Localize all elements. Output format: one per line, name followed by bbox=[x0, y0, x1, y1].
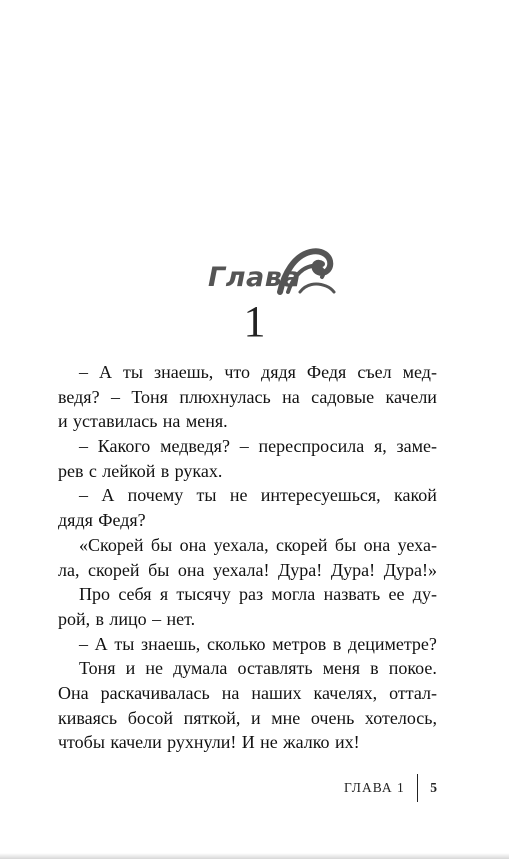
word: рухнули! bbox=[167, 732, 237, 753]
word: дядя bbox=[58, 510, 93, 531]
word: какой bbox=[393, 485, 437, 506]
word: оттал- bbox=[389, 682, 437, 703]
word: на bbox=[162, 411, 181, 432]
word: Дура! bbox=[330, 559, 376, 580]
word: качели bbox=[385, 386, 437, 407]
word: А bbox=[94, 633, 108, 654]
word: ведя? bbox=[58, 386, 100, 407]
word: – bbox=[239, 436, 249, 457]
word: бы bbox=[334, 534, 357, 555]
word: ла, bbox=[58, 559, 80, 580]
word: и bbox=[125, 658, 136, 679]
word: скорей bbox=[88, 559, 140, 580]
word: съел bbox=[357, 362, 392, 382]
word: Федя bbox=[306, 362, 347, 382]
word: ду- bbox=[412, 584, 437, 605]
word: бы bbox=[148, 559, 170, 580]
word: переспросила bbox=[258, 436, 365, 457]
text-line bbox=[58, 706, 437, 731]
text-line bbox=[58, 483, 437, 508]
word: с bbox=[88, 460, 97, 481]
text-line bbox=[58, 681, 437, 706]
word: мне bbox=[271, 707, 301, 728]
word: оставлять bbox=[237, 658, 313, 679]
word: уставилась bbox=[73, 411, 158, 432]
word: лейкой bbox=[102, 460, 156, 481]
text-line bbox=[58, 730, 437, 755]
word: «Скорей bbox=[79, 534, 144, 555]
chapter-body-text bbox=[58, 360, 437, 755]
word: думала bbox=[173, 658, 228, 679]
word: бы bbox=[150, 534, 173, 555]
word: лицо bbox=[109, 608, 147, 629]
chapter-number: 1 bbox=[243, 297, 266, 346]
word: плюхнулась bbox=[179, 386, 271, 407]
word: нет. bbox=[166, 608, 196, 629]
word: качелях, bbox=[313, 682, 378, 703]
word: знаешь, bbox=[140, 633, 201, 654]
word: я bbox=[159, 584, 169, 605]
word: Она bbox=[58, 682, 89, 703]
text-line bbox=[58, 409, 437, 434]
text-line bbox=[58, 459, 437, 484]
text-line bbox=[58, 558, 437, 583]
word: назвать bbox=[323, 584, 381, 605]
word: не bbox=[260, 732, 278, 753]
word: И bbox=[241, 732, 255, 753]
word: я, bbox=[373, 436, 387, 457]
text-line bbox=[58, 360, 437, 385]
text-line bbox=[58, 533, 437, 558]
word: она bbox=[177, 559, 205, 580]
word: на bbox=[282, 386, 300, 407]
word: ее bbox=[388, 584, 405, 605]
word: рой, bbox=[58, 608, 91, 629]
word: босой bbox=[127, 707, 173, 728]
word: она bbox=[179, 534, 207, 555]
word: тысячу bbox=[176, 584, 231, 605]
word: уеха- bbox=[397, 534, 437, 555]
word: чтобы bbox=[58, 732, 105, 753]
word: сколько bbox=[206, 633, 266, 654]
word: раскачивалась bbox=[100, 682, 210, 703]
word: очень bbox=[310, 707, 355, 728]
word: их! bbox=[334, 732, 360, 753]
text-line bbox=[58, 434, 437, 459]
word: – bbox=[79, 485, 88, 506]
text-line bbox=[58, 508, 437, 533]
word: Тоня bbox=[79, 658, 116, 679]
word: уехала! bbox=[213, 559, 270, 580]
word: меня bbox=[322, 658, 361, 679]
word: мед- bbox=[402, 362, 437, 382]
word: почему bbox=[127, 485, 184, 506]
word: в bbox=[95, 608, 105, 629]
word: она bbox=[363, 534, 391, 555]
word: жалко bbox=[283, 732, 330, 753]
word: рев bbox=[58, 460, 84, 481]
text-line bbox=[58, 607, 437, 632]
chapter-word: Глава bbox=[208, 262, 302, 293]
word: не bbox=[145, 658, 164, 679]
wave-swirl-ornament-icon bbox=[276, 244, 336, 296]
word: ты bbox=[123, 362, 143, 382]
word: скорей bbox=[276, 534, 328, 555]
word: раз bbox=[239, 584, 264, 605]
word: – bbox=[79, 436, 88, 457]
word: что bbox=[224, 362, 251, 382]
word: Дура!» bbox=[383, 559, 437, 580]
word: Про bbox=[79, 584, 110, 605]
word: А bbox=[99, 362, 113, 382]
word: А bbox=[101, 485, 115, 506]
word: себя bbox=[118, 584, 152, 605]
word: руках. bbox=[174, 460, 223, 481]
word: интересуешься, bbox=[260, 485, 381, 506]
word: дециметре? bbox=[348, 633, 437, 654]
word: заме- bbox=[396, 436, 437, 457]
word: и bbox=[250, 707, 261, 728]
word: – bbox=[110, 386, 120, 407]
word: Тоня bbox=[131, 386, 168, 407]
word: – bbox=[79, 633, 88, 654]
word: ты bbox=[114, 633, 135, 654]
word: Федя? bbox=[98, 510, 146, 531]
word: киваясь bbox=[58, 707, 118, 728]
word: уехала, bbox=[213, 534, 269, 555]
page-edge-shadow bbox=[0, 853, 509, 859]
word: дядя bbox=[261, 362, 296, 382]
word: в bbox=[160, 460, 170, 481]
word: в bbox=[370, 658, 379, 679]
word: наших bbox=[251, 682, 302, 703]
text-line bbox=[58, 582, 437, 607]
footer-chapter-label: ГЛАВА 1 bbox=[344, 780, 405, 795]
word: хотелось, bbox=[364, 707, 437, 728]
word: на bbox=[221, 682, 240, 703]
word: могла bbox=[271, 584, 316, 605]
word: не bbox=[229, 485, 248, 506]
word: знаешь, bbox=[154, 362, 214, 382]
word: метров bbox=[272, 633, 327, 654]
word: Дура! bbox=[278, 559, 323, 580]
word: качели bbox=[110, 732, 162, 753]
word: Какого bbox=[97, 436, 151, 457]
word: меня. bbox=[185, 411, 228, 432]
text-line bbox=[58, 656, 437, 681]
word: садовые bbox=[311, 386, 375, 407]
word: – bbox=[152, 608, 162, 629]
word: ты bbox=[196, 485, 217, 506]
text-line bbox=[58, 632, 437, 657]
chapter-heading bbox=[0, 240, 509, 350]
text-line bbox=[58, 385, 437, 410]
word: медведя? bbox=[160, 436, 230, 457]
running-footer bbox=[344, 773, 437, 803]
word: в bbox=[332, 633, 342, 654]
word: пяткой, bbox=[183, 707, 241, 728]
word: – bbox=[79, 362, 88, 382]
page-number: 5 bbox=[430, 780, 437, 795]
word: и bbox=[58, 411, 68, 432]
word: покое. bbox=[388, 658, 437, 679]
